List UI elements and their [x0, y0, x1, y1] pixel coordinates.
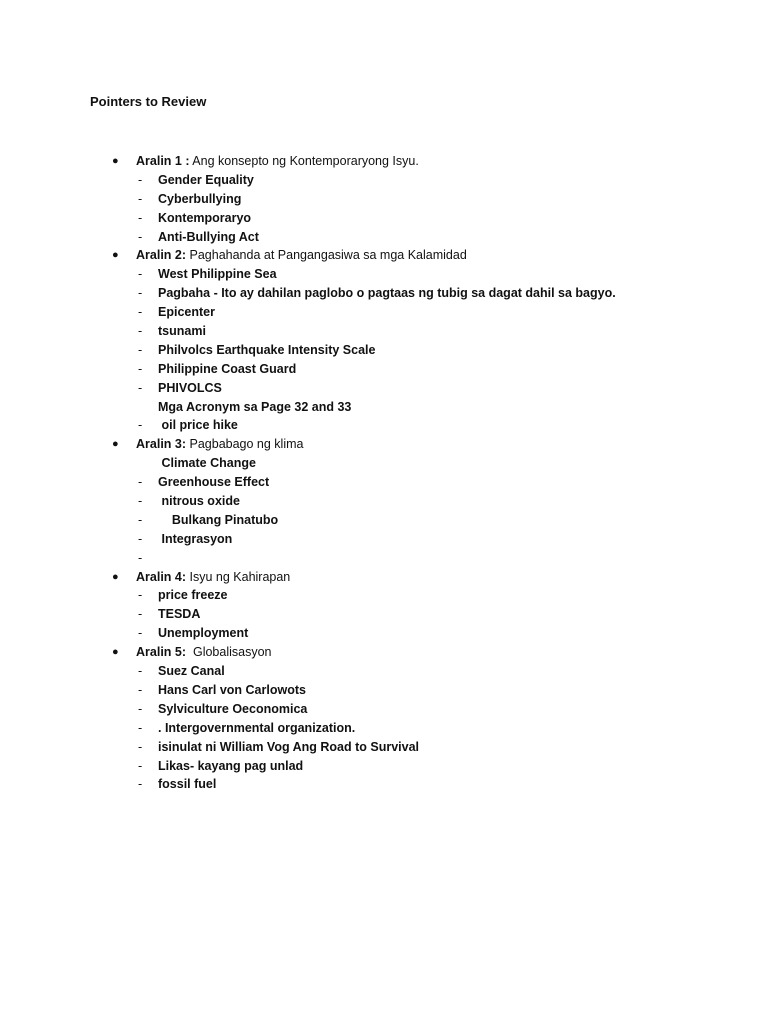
list-item-text: PHIVOLCS — [158, 380, 222, 395]
bullet-icon: ● — [112, 570, 119, 583]
list-item — [0, 322, 768, 341]
list-item-text: oil price hike — [158, 418, 238, 433]
list-item — [0, 757, 768, 776]
list-item — [0, 209, 768, 228]
section-label: Aralin 5: — [136, 645, 187, 660]
section-label: Aralin 2: — [136, 248, 187, 263]
dash-marker: - — [138, 324, 143, 339]
list-item-text: price freeze — [158, 588, 228, 603]
list-item — [0, 662, 768, 681]
list-item-text: Likas- kayang pag unlad — [158, 758, 304, 773]
list-item-text: Sylviculture Oeconomica — [158, 701, 308, 716]
dash-marker: - — [138, 267, 143, 282]
list-item — [0, 360, 768, 379]
dash-marker: - — [138, 286, 143, 301]
section-label: Aralin 1 : — [136, 154, 190, 168]
dash-marker: - — [138, 475, 143, 490]
bullet-icon: ● — [112, 155, 119, 167]
section-heading-text — [136, 435, 303, 454]
section-heading — [0, 568, 768, 587]
list-item-text: West Philippine Sea — [158, 267, 277, 282]
dash-marker: - — [138, 494, 143, 509]
dash-marker: - — [138, 361, 143, 376]
list-item-text: Integrasyon — [158, 531, 233, 546]
list-item-text: Kontemporaryo — [158, 210, 252, 225]
list-item-text: Gender Equality — [158, 172, 254, 187]
section-heading-text — [136, 568, 290, 587]
bullet-icon: ● — [112, 249, 119, 262]
list-item — [0, 700, 768, 719]
list-item-text: . Intergovernmental organization. — [158, 720, 356, 735]
list-item-text: Pagbaha - Ito ay dahilan paglobo o pagtaas ng tubig sa dagat dahil sa bagyo. — [158, 286, 616, 301]
section-topic: Paghahanda at Pangangasiwa sa mga Kalamidad — [189, 248, 467, 263]
list-item — [0, 511, 768, 530]
list-item-text: Climate Change — [158, 456, 256, 471]
dash-marker: - — [138, 531, 143, 546]
list-item — [0, 303, 768, 322]
list-item-text: tsunami — [158, 324, 206, 339]
list-item — [0, 341, 768, 360]
list-item — [0, 171, 768, 190]
dash-marker: - — [138, 701, 143, 716]
dash-marker: - — [138, 550, 143, 565]
list-item — [0, 265, 768, 284]
list-item-text: Suez Canal — [158, 664, 225, 679]
dash-marker: - — [138, 191, 143, 206]
dash-marker: - — [138, 342, 143, 357]
section-topic: Ang konsepto ng Kontemporaryong Isyu. — [192, 154, 419, 168]
dash-marker: - — [138, 720, 143, 735]
page-title: Pointers to Review — [90, 94, 207, 109]
list-item — [0, 379, 768, 398]
dash-marker: - — [138, 305, 143, 320]
list-item — [0, 492, 768, 511]
list-item — [0, 190, 768, 209]
list-item — [0, 605, 768, 624]
list-item-text: Epicenter — [158, 305, 215, 320]
list-item — [0, 473, 768, 492]
list-item — [0, 530, 768, 549]
dash-marker: - — [138, 380, 143, 395]
list-item-text: fossil fuel — [158, 777, 217, 792]
dash-marker: - — [138, 607, 143, 622]
section-heading-text — [136, 643, 272, 662]
list-item — [0, 624, 768, 643]
list-item-text: Bulkang Pinatubo — [158, 512, 279, 527]
list-item-text: Cyberbullying — [158, 191, 242, 206]
list-item-text: nitrous oxide — [158, 494, 240, 509]
list-item — [0, 586, 768, 605]
dash-marker: - — [138, 758, 143, 773]
dash-marker: - — [138, 739, 143, 754]
list-item-text: Anti-Bullying Act — [158, 229, 259, 244]
list-item-text: Greenhouse Effect — [158, 475, 270, 490]
dash-marker: - — [138, 626, 143, 641]
list-item-text: Philvolcs Earthquake Intensity Scale — [158, 342, 376, 357]
list-item-text: isinulat ni William Vog Ang Road to Survival — [158, 739, 420, 754]
dash-marker: - — [138, 777, 143, 792]
section-topic: Pagbabago ng klima — [189, 437, 304, 452]
list-item — [0, 549, 768, 568]
section-heading — [0, 152, 768, 171]
list-item — [0, 681, 768, 700]
list-item-text: Unemployment — [158, 626, 249, 641]
list-item — [0, 228, 768, 247]
list-item — [0, 416, 768, 435]
dash-marker: - — [138, 512, 143, 527]
bullet-icon: ● — [112, 646, 119, 659]
section-topic: Isyu ng Kahirapan — [189, 569, 291, 584]
section-heading — [0, 246, 768, 265]
dash-marker: - — [138, 210, 143, 225]
bullet-icon: ● — [112, 438, 119, 451]
list-item — [0, 738, 768, 757]
list-item-text: TESDA — [158, 607, 201, 622]
list-item-text: Hans Carl von Carlowots — [158, 682, 306, 697]
list-item-text: Mga Acronym sa Page 32 and 33 — [158, 399, 352, 414]
section-heading — [0, 643, 768, 662]
dash-marker: - — [138, 664, 143, 679]
list-item — [0, 284, 768, 303]
dash-marker: - — [138, 229, 143, 244]
list-item — [0, 719, 768, 738]
section-label: Aralin 3: — [136, 437, 187, 452]
dash-marker: - — [138, 172, 143, 187]
list-item-text: Philippine Coast Guard — [158, 361, 297, 376]
section-label: Aralin 4: — [136, 569, 187, 584]
review-list — [0, 152, 768, 794]
list-item — [0, 454, 768, 473]
section-heading — [0, 435, 768, 454]
section-heading-text — [136, 246, 467, 265]
list-item — [0, 398, 768, 417]
section-topic: Globalisasyon — [189, 645, 272, 660]
dash-marker: - — [138, 588, 143, 603]
list-item — [0, 775, 768, 794]
section-heading-text — [136, 152, 419, 171]
dash-marker: - — [138, 418, 143, 433]
dash-marker: - — [138, 682, 143, 697]
